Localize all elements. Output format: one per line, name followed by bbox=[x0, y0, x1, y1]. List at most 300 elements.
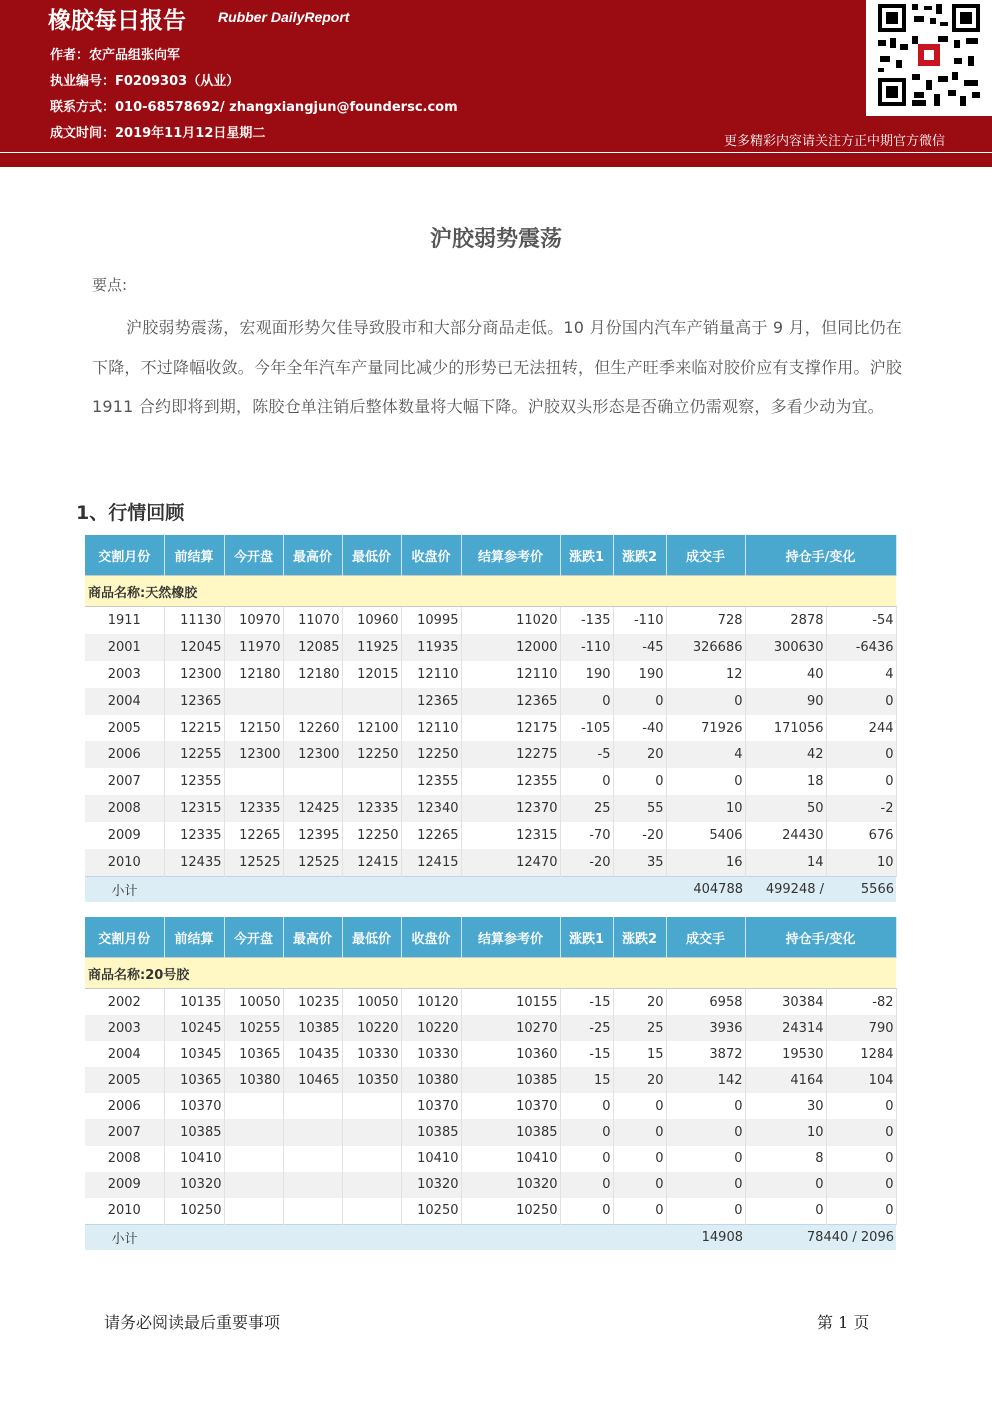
qr-code-icon bbox=[874, 0, 984, 110]
table-cell: 10120 bbox=[401, 989, 461, 1016]
table-cell: 10385 bbox=[461, 1067, 560, 1093]
table-cell: -82 bbox=[826, 989, 896, 1016]
table-cell: 12470 bbox=[461, 849, 560, 876]
table-cell: 55 bbox=[613, 795, 666, 822]
table-cell: 12265 bbox=[224, 822, 283, 849]
table-cell: 12300 bbox=[224, 741, 283, 768]
table-cell: 12355 bbox=[461, 768, 560, 795]
table-row bbox=[85, 1119, 896, 1145]
col-settle-ref: 结算参考价 bbox=[461, 535, 560, 576]
table-cell bbox=[342, 1119, 401, 1145]
table-cell: 0 bbox=[560, 1119, 613, 1145]
table-cell: 11970 bbox=[224, 634, 283, 661]
table-cell: 2005 bbox=[85, 715, 164, 742]
table-cell: 0 bbox=[666, 1198, 745, 1225]
table-row bbox=[85, 1015, 896, 1041]
table-cell: -15 bbox=[560, 1041, 613, 1067]
table-cell: 12110 bbox=[461, 661, 560, 688]
table-cell: 11935 bbox=[401, 634, 461, 661]
table-cell: 12215 bbox=[164, 715, 224, 742]
summary-paragraph: 沪胶弱势震荡，宏观面形势欠佳导致股市和大部分商品走低。10 月份国内汽车产销量高于 9 月，但同比仍在下降，不过降幅收敛。今年全年汽车产量同比减少的形势已无法扭转，但生产旺季来临对胶价应有支撑作用。沪胶 1911 合约即将到期，陈胶仓单注销后整体数量将大幅下降。沪胶双头形态是否确立仍需观察，多看少动为宜。 bbox=[92, 318, 903, 416]
table-cell: 10245 bbox=[164, 1015, 224, 1041]
table-cell: 30384 bbox=[745, 989, 826, 1016]
table-cell: 0 bbox=[560, 1146, 613, 1172]
table-cell: 0 bbox=[560, 688, 613, 715]
table-cell: 2010 bbox=[85, 849, 164, 876]
col-close: 收盘价 bbox=[401, 917, 461, 958]
table-cell: -20 bbox=[613, 822, 666, 849]
page-number: 第 1 页 bbox=[817, 1313, 870, 1332]
table-cell: 71926 bbox=[666, 715, 745, 742]
table-cell bbox=[283, 1093, 342, 1119]
table-cell: 18 bbox=[745, 768, 826, 795]
table-cell: 12300 bbox=[164, 661, 224, 688]
subtotal-row bbox=[85, 1224, 896, 1250]
table-cell: 25 bbox=[613, 1015, 666, 1041]
table-cell: 0 bbox=[826, 1093, 896, 1119]
table-cell: 244 bbox=[826, 715, 896, 742]
table-cell: 10320 bbox=[401, 1172, 461, 1198]
table-cell: 2004 bbox=[85, 1041, 164, 1067]
table-row bbox=[85, 607, 896, 634]
header-banner bbox=[0, 0, 992, 152]
table-cell: -135 bbox=[560, 607, 613, 634]
table-cell: 4 bbox=[666, 741, 745, 768]
table-cell: 10435 bbox=[283, 1041, 342, 1067]
section-heading: 1、行情回顾 bbox=[76, 502, 185, 524]
table-cell: 326686 bbox=[666, 634, 745, 661]
table-cell: -54 bbox=[826, 607, 896, 634]
table-cell: 0 bbox=[826, 1172, 896, 1198]
table-cell: 12415 bbox=[401, 849, 461, 876]
table-cell: 16 bbox=[666, 849, 745, 876]
table-cell: 0 bbox=[826, 1146, 896, 1172]
table-row bbox=[85, 1067, 896, 1093]
table-cell: 11070 bbox=[283, 607, 342, 634]
table-cell: 10380 bbox=[224, 1067, 283, 1093]
table-row bbox=[85, 1198, 896, 1225]
table-cell: 10250 bbox=[461, 1198, 560, 1225]
table-cell: 2003 bbox=[85, 1015, 164, 1041]
table-cell: 4 bbox=[826, 661, 896, 688]
table-cell: -15 bbox=[560, 989, 613, 1016]
col-settle-ref: 结算参考价 bbox=[461, 917, 560, 958]
table-cell: 20 bbox=[613, 741, 666, 768]
table-cell: -110 bbox=[613, 607, 666, 634]
table-cell: 12110 bbox=[401, 661, 461, 688]
table-cell bbox=[283, 1146, 342, 1172]
table-cell: 190 bbox=[560, 661, 613, 688]
table-cell: 10155 bbox=[461, 989, 560, 1016]
table-cell: 14 bbox=[745, 849, 826, 876]
table-cell: 1284 bbox=[826, 1041, 896, 1067]
table-cell: 12265 bbox=[401, 822, 461, 849]
subtotal-change: 5566 bbox=[826, 876, 896, 902]
table-cell: 0 bbox=[613, 768, 666, 795]
table-cell: 20 bbox=[613, 989, 666, 1016]
table-cell bbox=[283, 1119, 342, 1145]
qr-code bbox=[866, 0, 992, 116]
table-cell: 10370 bbox=[164, 1093, 224, 1119]
table-cell: 12335 bbox=[224, 795, 283, 822]
col-delivery-month: 交割月份 bbox=[85, 535, 164, 576]
table-cell: 2878 bbox=[745, 607, 826, 634]
table-cell: 25 bbox=[560, 795, 613, 822]
table-cell: 12250 bbox=[401, 741, 461, 768]
table-cell: 24314 bbox=[745, 1015, 826, 1041]
table-cell: 12015 bbox=[342, 661, 401, 688]
table-cell: 12335 bbox=[342, 795, 401, 822]
col-high: 最高价 bbox=[283, 535, 342, 576]
brand-title: 橡胶每日报告 bbox=[48, 8, 186, 34]
col-change2: 涨跌2 bbox=[613, 535, 666, 576]
table-cell: 10385 bbox=[401, 1119, 461, 1145]
table-cell: 0 bbox=[826, 1119, 896, 1145]
table-cell: 0 bbox=[826, 1198, 896, 1225]
table-row bbox=[85, 822, 896, 849]
col-volume: 成交手 bbox=[666, 535, 745, 576]
col-change1: 涨跌1 bbox=[560, 535, 613, 576]
table-cell: 12525 bbox=[283, 849, 342, 876]
col-open-interest: 持仓手/变化 bbox=[745, 535, 896, 576]
table-cell: 11925 bbox=[342, 634, 401, 661]
table-cell: 0 bbox=[666, 688, 745, 715]
table-cell: 12425 bbox=[283, 795, 342, 822]
table-cell: 0 bbox=[560, 1172, 613, 1198]
table-cell: 2001 bbox=[85, 634, 164, 661]
table-cell: 12275 bbox=[461, 741, 560, 768]
market-table-natural-rubber bbox=[85, 535, 897, 902]
table-cell bbox=[342, 688, 401, 715]
table-cell bbox=[224, 768, 283, 795]
table-cell: -6436 bbox=[826, 634, 896, 661]
table-cell: 10320 bbox=[164, 1172, 224, 1198]
table-cell: 0 bbox=[826, 688, 896, 715]
table-cell: 10365 bbox=[164, 1067, 224, 1093]
table-cell: 12435 bbox=[164, 849, 224, 876]
brand-subtitle: Rubber DailyReport bbox=[218, 9, 350, 25]
license-line: 执业编号：F0209303（从业） bbox=[50, 74, 240, 89]
table-cell: 0 bbox=[613, 688, 666, 715]
table-cell: 10 bbox=[666, 795, 745, 822]
table-cell: 12365 bbox=[401, 688, 461, 715]
table-cell: 2006 bbox=[85, 741, 164, 768]
col-change2: 涨跌2 bbox=[613, 917, 666, 958]
table-cell: 15 bbox=[613, 1041, 666, 1067]
product-name-row bbox=[85, 576, 896, 607]
table-cell: 0 bbox=[613, 1119, 666, 1145]
table-cell: 35 bbox=[613, 849, 666, 876]
table-cell bbox=[224, 1172, 283, 1198]
table-cell: 2007 bbox=[85, 1119, 164, 1145]
subtotal-volume: 404788 bbox=[666, 876, 745, 902]
col-change1: 涨跌1 bbox=[560, 917, 613, 958]
table-cell: 10330 bbox=[401, 1041, 461, 1067]
table-cell: 12365 bbox=[164, 688, 224, 715]
table-cell: 3936 bbox=[666, 1015, 745, 1041]
table-cell: 10410 bbox=[461, 1146, 560, 1172]
table-cell: 0 bbox=[826, 741, 896, 768]
table-cell: 50 bbox=[745, 795, 826, 822]
table-cell: 0 bbox=[560, 1093, 613, 1119]
table-cell: 12415 bbox=[342, 849, 401, 876]
table-cell: -25 bbox=[560, 1015, 613, 1041]
table-cell: 12525 bbox=[224, 849, 283, 876]
table-cell: 10050 bbox=[224, 989, 283, 1016]
table-cell: 10960 bbox=[342, 607, 401, 634]
table-cell: 10385 bbox=[164, 1119, 224, 1145]
table-row bbox=[85, 989, 896, 1016]
table-cell: 2007 bbox=[85, 768, 164, 795]
table-cell: 300630 bbox=[745, 634, 826, 661]
table-header-row bbox=[85, 535, 896, 576]
table-row bbox=[85, 1041, 896, 1067]
table-cell bbox=[283, 688, 342, 715]
table-cell: 0 bbox=[613, 1146, 666, 1172]
table-cell: 10970 bbox=[224, 607, 283, 634]
table-cell: 10995 bbox=[401, 607, 461, 634]
table-cell: 12100 bbox=[342, 715, 401, 742]
table-cell: 104 bbox=[826, 1067, 896, 1093]
table-cell: -40 bbox=[613, 715, 666, 742]
table-row bbox=[85, 688, 896, 715]
table-cell: 790 bbox=[826, 1015, 896, 1041]
table-cell: 12255 bbox=[164, 741, 224, 768]
table-cell: 0 bbox=[666, 1172, 745, 1198]
table-cell: 10345 bbox=[164, 1041, 224, 1067]
table-cell: 10250 bbox=[164, 1198, 224, 1225]
footer-notice: 请务必阅读最后重要事项 bbox=[104, 1313, 281, 1332]
table-cell: -45 bbox=[613, 634, 666, 661]
table-cell: 2008 bbox=[85, 795, 164, 822]
table-cell: 12340 bbox=[401, 795, 461, 822]
table-cell: 90 bbox=[745, 688, 826, 715]
table-cell: 30 bbox=[745, 1093, 826, 1119]
table-header-row bbox=[85, 917, 896, 958]
table-cell: 0 bbox=[666, 1119, 745, 1145]
table-cell: 12150 bbox=[224, 715, 283, 742]
table-cell: 10360 bbox=[461, 1041, 560, 1067]
product-name: 商品名称:20号胶 bbox=[85, 958, 896, 989]
table-cell: 3872 bbox=[666, 1041, 745, 1067]
table-cell: 12180 bbox=[224, 661, 283, 688]
table-cell bbox=[224, 1146, 283, 1172]
table-body bbox=[85, 989, 896, 1225]
table-cell: 12365 bbox=[461, 688, 560, 715]
table-cell: 12395 bbox=[283, 822, 342, 849]
table-cell: 10370 bbox=[401, 1093, 461, 1119]
table-cell: 12250 bbox=[342, 822, 401, 849]
table-cell: 2002 bbox=[85, 989, 164, 1016]
table-cell: 12335 bbox=[164, 822, 224, 849]
col-volume: 成交手 bbox=[666, 917, 745, 958]
table-cell bbox=[342, 1198, 401, 1225]
table-cell: 10235 bbox=[283, 989, 342, 1016]
table-cell: 10 bbox=[745, 1119, 826, 1145]
table-cell: 12 bbox=[666, 661, 745, 688]
table-cell: 8 bbox=[745, 1146, 826, 1172]
table-cell: 19530 bbox=[745, 1041, 826, 1067]
product-name-row bbox=[85, 958, 896, 989]
table-cell: 12175 bbox=[461, 715, 560, 742]
table-cell: 0 bbox=[666, 1146, 745, 1172]
table-cell: 12000 bbox=[461, 634, 560, 661]
table-cell: 10050 bbox=[342, 989, 401, 1016]
table-cell: 12370 bbox=[461, 795, 560, 822]
table-cell: 12110 bbox=[401, 715, 461, 742]
table-cell bbox=[283, 1198, 342, 1225]
table-cell: 2008 bbox=[85, 1146, 164, 1172]
table-cell: 10365 bbox=[224, 1041, 283, 1067]
table-cell: 10370 bbox=[461, 1093, 560, 1119]
market-table-tsr20 bbox=[85, 917, 897, 1250]
table-cell: 142 bbox=[666, 1067, 745, 1093]
table-cell: 12355 bbox=[401, 768, 461, 795]
table-cell: 0 bbox=[613, 1093, 666, 1119]
table-cell: 12250 bbox=[342, 741, 401, 768]
table-cell bbox=[224, 1093, 283, 1119]
table-cell: 11020 bbox=[461, 607, 560, 634]
table-cell: 40 bbox=[745, 661, 826, 688]
table-cell: 171056 bbox=[745, 715, 826, 742]
table-cell bbox=[224, 1119, 283, 1145]
table-cell: 2006 bbox=[85, 1093, 164, 1119]
table-cell: 11130 bbox=[164, 607, 224, 634]
table-cell: 6958 bbox=[666, 989, 745, 1016]
report-title: 沪胶弱势震荡 bbox=[429, 227, 562, 252]
table-cell: -110 bbox=[560, 634, 613, 661]
table-cell: 728 bbox=[666, 607, 745, 634]
table-cell: 2009 bbox=[85, 1172, 164, 1198]
points-label: 要点: bbox=[92, 276, 128, 294]
author-line: 作者：农产品组张向军 bbox=[50, 48, 181, 63]
table-cell: 0 bbox=[666, 1093, 745, 1119]
subtotal-label: 小计 bbox=[85, 1224, 164, 1250]
subtotal-row bbox=[85, 876, 896, 902]
table-row bbox=[85, 1093, 896, 1119]
col-close: 收盘价 bbox=[401, 535, 461, 576]
col-open: 今开盘 bbox=[224, 917, 283, 958]
table-cell: 12315 bbox=[461, 822, 560, 849]
table-cell: 1911 bbox=[85, 607, 164, 634]
table-cell: 10465 bbox=[283, 1067, 342, 1093]
table-cell: 2005 bbox=[85, 1067, 164, 1093]
table-cell: 12355 bbox=[164, 768, 224, 795]
table-cell: -5 bbox=[560, 741, 613, 768]
table-row bbox=[85, 634, 896, 661]
table-cell: 10270 bbox=[461, 1015, 560, 1041]
header-divider bbox=[0, 153, 992, 167]
table-cell: -105 bbox=[560, 715, 613, 742]
col-high: 最高价 bbox=[283, 917, 342, 958]
table-cell: 24430 bbox=[745, 822, 826, 849]
table-cell: 10255 bbox=[224, 1015, 283, 1041]
table-cell: 5406 bbox=[666, 822, 745, 849]
subtotal-volume: 14908 bbox=[666, 1224, 745, 1250]
table-cell: 2003 bbox=[85, 661, 164, 688]
table-cell: 10380 bbox=[401, 1067, 461, 1093]
table-body bbox=[85, 607, 896, 877]
col-open-interest: 持仓手/变化 bbox=[745, 917, 896, 958]
table-row bbox=[85, 661, 896, 688]
table-cell bbox=[342, 1172, 401, 1198]
table-cell: 42 bbox=[745, 741, 826, 768]
table-cell: 10350 bbox=[342, 1067, 401, 1093]
table-cell: 0 bbox=[560, 768, 613, 795]
col-open: 今开盘 bbox=[224, 535, 283, 576]
table-cell: 10220 bbox=[342, 1015, 401, 1041]
table-row bbox=[85, 1146, 896, 1172]
table-cell: 12085 bbox=[283, 634, 342, 661]
subtotal-open-interest: 499248 / bbox=[745, 876, 826, 902]
table-cell: 10 bbox=[826, 849, 896, 876]
table-cell: 190 bbox=[613, 661, 666, 688]
table-cell: 12315 bbox=[164, 795, 224, 822]
table-cell: 0 bbox=[826, 768, 896, 795]
follow-wechat-text: 更多精彩内容请关注方正中期官方微信 bbox=[724, 134, 946, 149]
table-cell: 10220 bbox=[401, 1015, 461, 1041]
table-cell: 0 bbox=[745, 1172, 826, 1198]
table-cell: 2009 bbox=[85, 822, 164, 849]
col-delivery-month: 交割月份 bbox=[85, 917, 164, 958]
table-row bbox=[85, 849, 896, 876]
table-cell: -2 bbox=[826, 795, 896, 822]
date-line: 成文时间：2019年11月12日星期二 bbox=[50, 126, 266, 141]
subtotal-open-interest: 78440 / 2096 bbox=[745, 1224, 896, 1250]
col-prev-settle: 前结算 bbox=[164, 535, 224, 576]
table-cell: 10320 bbox=[461, 1172, 560, 1198]
table-cell: 12045 bbox=[164, 634, 224, 661]
table-cell: 10250 bbox=[401, 1198, 461, 1225]
table-cell bbox=[283, 1172, 342, 1198]
table-cell: 10410 bbox=[164, 1146, 224, 1172]
col-prev-settle: 前结算 bbox=[164, 917, 224, 958]
table-cell: 10135 bbox=[164, 989, 224, 1016]
col-low: 最低价 bbox=[342, 917, 401, 958]
table-cell: -20 bbox=[560, 849, 613, 876]
table-cell: 10410 bbox=[401, 1146, 461, 1172]
table-cell: 12300 bbox=[283, 741, 342, 768]
table-row bbox=[85, 768, 896, 795]
table-cell bbox=[342, 1146, 401, 1172]
table-cell: 0 bbox=[666, 768, 745, 795]
table-cell: 20 bbox=[613, 1067, 666, 1093]
table-cell bbox=[224, 688, 283, 715]
table-row bbox=[85, 795, 896, 822]
contact-line: 联系方式：010-68578692/ zhangxiangjun@foundersc.com bbox=[50, 100, 458, 115]
table-cell: 0 bbox=[745, 1198, 826, 1225]
table-cell: 15 bbox=[560, 1067, 613, 1093]
table-row bbox=[85, 741, 896, 768]
table-row bbox=[85, 1172, 896, 1198]
table-cell: 12180 bbox=[283, 661, 342, 688]
col-low: 最低价 bbox=[342, 535, 401, 576]
subtotal-label: 小计 bbox=[85, 876, 164, 902]
table-cell: 10385 bbox=[283, 1015, 342, 1041]
table-cell bbox=[224, 1198, 283, 1225]
table-cell: 2010 bbox=[85, 1198, 164, 1225]
product-name: 商品名称:天然橡胶 bbox=[85, 576, 896, 607]
table-cell: 0 bbox=[613, 1172, 666, 1198]
table-cell bbox=[283, 768, 342, 795]
table-cell: 0 bbox=[560, 1198, 613, 1225]
table-cell: 10385 bbox=[461, 1119, 560, 1145]
table-cell: 676 bbox=[826, 822, 896, 849]
table-cell: 10330 bbox=[342, 1041, 401, 1067]
table-cell: 2004 bbox=[85, 688, 164, 715]
table-cell: -70 bbox=[560, 822, 613, 849]
table-row bbox=[85, 715, 896, 742]
